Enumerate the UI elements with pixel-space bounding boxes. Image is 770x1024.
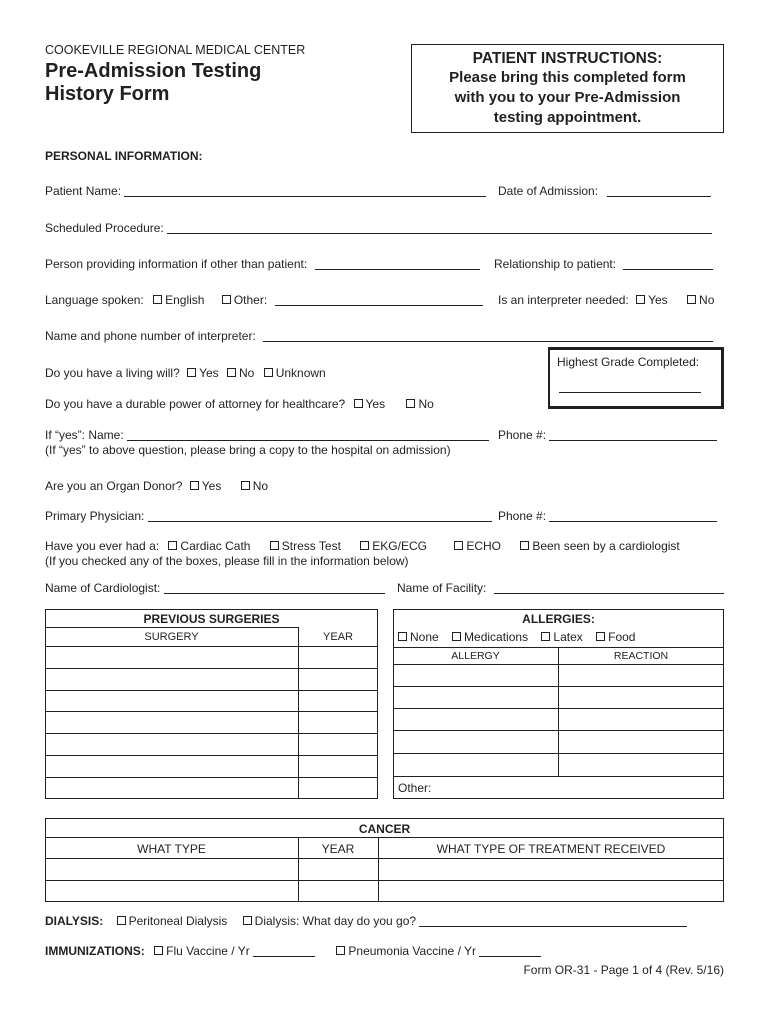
highest-grade-label: Highest Grade Completed: [557, 355, 700, 369]
allergy-none-label: None [410, 630, 439, 644]
patient-name-field[interactable] [124, 185, 486, 197]
cancer-column-divider [298, 837, 299, 902]
stress-test-checkbox[interactable] [270, 541, 279, 550]
allergy-food-checkbox[interactable] [596, 632, 605, 641]
cancer-header-divider [45, 858, 724, 859]
poa-note: (If “yes” to above question, please bring a copy to the hospital on admission) [45, 443, 451, 457]
language-row [45, 293, 483, 307]
surgery-year-column-header: YEAR [323, 631, 353, 643]
date-admission-label: Date of Admission: [498, 184, 599, 198]
living-will-unknown-checkbox[interactable] [264, 368, 273, 377]
allergy-row-divider [393, 753, 724, 754]
living-will-unknown-label: Unknown [275, 366, 326, 380]
org-name: COOKEVILLE REGIONAL MEDICAL CENTER [45, 43, 306, 57]
organ-donor-no-checkbox[interactable] [241, 481, 250, 490]
poa-phone-field[interactable] [549, 429, 717, 441]
surgeries-column-divider [298, 627, 299, 799]
patient-name-row [45, 184, 486, 198]
interpreter-needed-label: Is an interpreter needed: [498, 293, 629, 307]
interpreter-name-field[interactable] [263, 330, 713, 342]
allergy-latex-checkbox[interactable] [541, 632, 550, 641]
cardiologist-seen-label: Been seen by a cardiologist [532, 539, 680, 553]
instructions-line3: testing appointment. [493, 109, 642, 126]
highest-grade-field[interactable] [559, 382, 701, 393]
instructions-line2: with you to your Pre-Admission [454, 89, 681, 106]
organ-donor-no-label: No [252, 479, 269, 493]
reaction-column-header: REACTION [613, 650, 669, 662]
stress-test-label: Stress Test [281, 539, 341, 553]
allergy-latex-label: Latex [553, 630, 583, 644]
form-footer: Form OR-31 - Page 1 of 4 (Rev. 5/16) [523, 963, 724, 977]
immunizations-label: IMMUNIZATIONS: [45, 944, 145, 958]
flu-vaccine-label: Flu Vaccine / Yr [166, 944, 250, 958]
allergy-food-label: Food [608, 630, 636, 644]
living-will-row [45, 366, 326, 380]
pneumonia-vaccine-label: Pneumonia Vaccine / Yr [348, 944, 477, 958]
dialysis-label: DIALYSIS: [45, 914, 104, 928]
cancer-row-divider [45, 880, 724, 881]
living-will-yes-label: Yes [199, 366, 219, 380]
immunizations-row [45, 944, 541, 958]
scheduled-procedure-field[interactable] [167, 222, 712, 234]
relationship-label: Relationship to patient: [494, 257, 617, 271]
surgery-row-divider [45, 690, 378, 691]
allergy-column-header: ALLERGY [451, 650, 500, 662]
allergy-row-divider [393, 708, 724, 709]
date-admission-field[interactable] [607, 185, 711, 197]
facility-name-field[interactable] [494, 582, 724, 594]
other-language-label: Other: [233, 293, 268, 307]
peritoneal-dialysis-checkbox[interactable] [117, 916, 126, 925]
interpreter-yes-checkbox[interactable] [636, 295, 645, 304]
other-language-field[interactable] [275, 294, 483, 306]
interpreter-yes-label: Yes [648, 293, 668, 307]
surgery-row-divider [45, 777, 378, 778]
relationship-field[interactable] [623, 258, 713, 270]
relationship-row [494, 257, 713, 271]
interpreter-needed-row [498, 293, 714, 307]
primary-physician-row [45, 509, 492, 523]
peritoneal-dialysis-label: Peritoneal Dialysis [128, 914, 228, 928]
poa-name-label: If “yes”: Name: [45, 428, 124, 442]
flu-vaccine-checkbox[interactable] [154, 946, 163, 955]
patient-instructions-box [411, 44, 724, 133]
surgeries-title: PREVIOUS SURGERIES [143, 612, 280, 626]
personal-info-heading: PERSONAL INFORMATION: [45, 149, 203, 163]
allergy-row-divider [393, 776, 724, 777]
allergy-row-divider [393, 686, 724, 687]
scheduled-procedure-row [45, 221, 712, 235]
physician-phone-row [498, 509, 717, 523]
person-providing-row [45, 257, 480, 271]
dialysis-day-field[interactable] [419, 915, 687, 927]
interpreter-no-label: No [699, 293, 715, 307]
flu-vaccine-year-field[interactable] [253, 945, 315, 957]
pneumonia-vaccine-checkbox[interactable] [336, 946, 345, 955]
cardiologist-seen-checkbox[interactable] [520, 541, 529, 550]
poa-yes-label: Yes [365, 397, 386, 411]
instructions-line1: Please bring this completed form [449, 69, 686, 86]
echo-label: ECHO [466, 539, 501, 553]
surgeries-title-divider [45, 627, 298, 628]
checked-note: (If you checked any of the boxes, please fill in the information below) [45, 554, 409, 568]
interpreter-no-checkbox[interactable] [687, 295, 696, 304]
poa-name-field[interactable] [127, 429, 489, 441]
cardiac-cath-label: Cardiac Cath [180, 539, 251, 553]
interpreter-name-row [45, 329, 713, 343]
cardiac-tests-label: Have you ever had a: [45, 539, 160, 553]
poa-phone-label: Phone #: [498, 428, 547, 442]
allergy-medications-label: Medications [464, 630, 529, 644]
allergy-none-checkbox[interactable] [398, 632, 407, 641]
facility-name-label: Name of Facility: [397, 581, 487, 595]
living-will-yes-checkbox[interactable] [187, 368, 196, 377]
other-language-checkbox[interactable] [222, 295, 231, 304]
surgery-column-header: SURGERY [144, 631, 199, 643]
physician-phone-label: Phone #: [498, 509, 547, 523]
facility-row [397, 581, 724, 595]
organ-donor-yes-label: Yes [201, 479, 222, 493]
poa-name-row [45, 428, 489, 442]
dialysis-question-label: Dialysis: What day do you go? [254, 914, 417, 928]
cardiologist-row [45, 581, 385, 595]
cardiologist-name-field[interactable] [164, 582, 385, 594]
primary-physician-label: Primary Physician: [45, 509, 145, 523]
allergies-column-divider [558, 647, 559, 777]
living-will-label: Do you have a living will? [45, 366, 180, 380]
form-title-line1: Pre-Admission Testing [45, 60, 262, 82]
cardiologist-name-label: Name of Cardiologist: [45, 581, 161, 595]
organ-donor-label: Are you an Organ Donor? [45, 479, 183, 493]
poa-yes-checkbox[interactable] [354, 399, 363, 408]
cancer-treatment-column-header: WHAT TYPE OF TREATMENT RECEIVED [436, 842, 666, 856]
cardiac-cath-checkbox[interactable] [168, 541, 177, 550]
poa-no-label: No [418, 397, 434, 411]
allergy-options-row [398, 630, 635, 644]
allergy-row-divider [393, 730, 724, 731]
patient-name-label: Patient Name: [45, 184, 122, 198]
allergy-other-label: Other: [398, 781, 432, 795]
living-will-no-label: No [239, 366, 255, 380]
cancer-title: CANCER [358, 822, 411, 836]
dialysis-row [45, 914, 687, 928]
surgery-row-divider [45, 668, 378, 669]
living-will-no-checkbox[interactable] [227, 368, 236, 377]
surgery-row-divider [45, 755, 378, 756]
surgery-row-divider [45, 733, 378, 734]
interpreter-name-label: Name and phone number of interpreter: [45, 329, 256, 343]
highest-grade-box [548, 347, 724, 409]
organ-donor-row [45, 479, 268, 493]
english-label: English [165, 293, 205, 307]
cancer-column-divider [378, 837, 379, 902]
allergies-title: ALLERGIES: [522, 612, 595, 626]
poa-label: Do you have a durable power of attorney for healthcare? [45, 397, 346, 411]
dialysis-checkbox[interactable] [243, 916, 252, 925]
echo-checkbox[interactable] [454, 541, 463, 550]
cancer-year-column-header: YEAR [321, 842, 355, 856]
person-providing-label: Person providing information if other than patient: [45, 257, 308, 271]
surgery-row-divider [45, 711, 378, 712]
pneumonia-vaccine-year-field[interactable] [479, 945, 541, 957]
poa-row [45, 397, 434, 411]
instructions-title: PATIENT INSTRUCTIONS: [472, 50, 663, 67]
allergies-header-divider [393, 664, 724, 665]
form-title-line2: History Form [45, 83, 170, 105]
allergy-medications-checkbox[interactable] [452, 632, 461, 641]
scheduled-procedure-label: Scheduled Procedure: [45, 221, 164, 235]
primary-physician-field[interactable] [148, 510, 492, 522]
poa-phone-row [498, 428, 717, 442]
physician-phone-field[interactable] [549, 510, 717, 522]
poa-no-checkbox[interactable] [406, 399, 415, 408]
cancer-type-column-header: WHAT TYPE [137, 842, 206, 856]
date-admission-row [498, 184, 711, 198]
ekg-checkbox[interactable] [360, 541, 369, 550]
ekg-label: EKG/ECG [372, 539, 427, 553]
surgeries-header-divider [45, 646, 378, 647]
language-label: Language spoken: [45, 293, 144, 307]
english-checkbox[interactable] [153, 295, 162, 304]
cardiac-tests-row [45, 539, 680, 553]
person-providing-field[interactable] [315, 258, 480, 270]
organ-donor-yes-checkbox[interactable] [190, 481, 199, 490]
cancer-title-divider [45, 837, 724, 838]
